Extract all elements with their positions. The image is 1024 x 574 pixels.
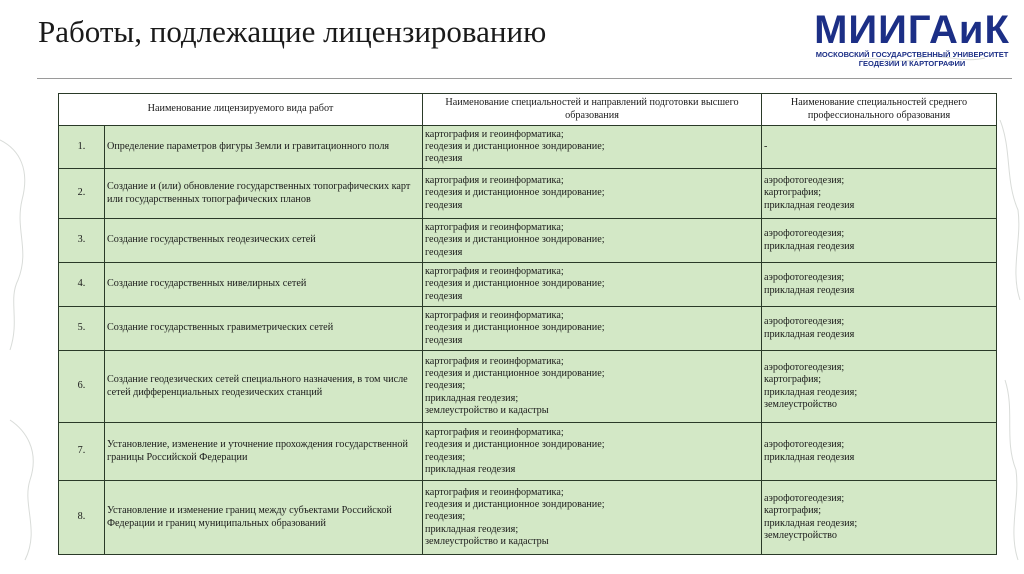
higher-education-item: геодезия и дистанционное зондирование; [425,187,605,199]
row-secondary-education [762,219,997,263]
row-work-type: Установление и изменение границ между субъектами Российской Федерации и границ муниципальных образований [105,481,423,555]
row-secondary-education [762,481,997,555]
row-number: 2. [59,169,105,219]
row-higher-education [423,219,762,263]
higher-education-item: геодезия и дистанционное зондирование; [425,499,605,511]
table-row [59,307,997,351]
higher-education-item: прикладная геодезия [425,463,516,475]
secondary-education-item: аэрофотогеодезия; [764,316,845,328]
row-secondary-education [762,351,997,423]
secondary-education-item: аэрофотогеодезия; [764,439,845,451]
row-secondary-education [762,263,997,307]
row-work-type: Создание геодезических сетей специального назначения, в том числе сетей дифференциальных геодезических станций [105,351,423,423]
secondary-education-item: аэрофотогеодезия; [764,228,845,240]
higher-education-item: геодезия и дистанционное зондирование; [425,140,605,152]
row-number: 5. [59,307,105,351]
logo-name: МИИГАиК [814,8,1010,52]
higher-education-item: геодезия [425,199,463,211]
secondary-education-item: прикладная геодезия [764,451,855,463]
row-secondary-education [762,126,997,169]
higher-education-item: картография и геоинформатика; [425,222,564,234]
secondary-education-item: прикладная геодезия [764,284,855,296]
secondary-education-item: картография; [764,505,822,517]
row-work-type: Создание государственных геодезических сетей [105,219,423,263]
higher-education-item: картография и геоинформатика; [425,426,564,438]
higher-education-item: геодезия; [425,451,466,463]
higher-education-item: геодезия и дистанционное зондирование; [425,278,605,290]
table-row [59,423,997,481]
row-higher-education [423,423,762,481]
licensing-table [58,93,997,555]
table-row [59,126,997,169]
header-secondary-education: Наименование специальностей среднего профессионального образования [762,94,997,126]
row-higher-education [423,126,762,169]
row-number: 6. [59,351,105,423]
table-row [59,481,997,555]
higher-education-item: картография и геоинформатика; [425,175,564,187]
higher-education-item: картография и геоинформатика; [425,310,564,322]
table-header-row [59,94,997,126]
higher-education-item: геодезия [425,153,463,165]
higher-education-item: картография и геоинформатика; [425,355,564,367]
secondary-education-item: землеустройство [764,398,837,410]
title-divider [37,78,1012,79]
table-row [59,219,997,263]
table-row [59,169,997,219]
higher-education-item: геодезия [425,334,463,346]
table-row [59,263,997,307]
header-higher-education: Наименование специальностей и направлений подготовки высшего образования [423,94,762,126]
higher-education-item: землеустройство и кадастры [425,535,549,547]
row-number: 4. [59,263,105,307]
higher-education-item: картография и геоинформатика; [425,486,564,498]
higher-education-item: прикладная геодезия; [425,392,519,404]
university-logo [812,10,1012,68]
row-higher-education [423,169,762,219]
secondary-education-item: прикладная геодезия [764,199,855,211]
secondary-education-item: аэрофотогеодезия; [764,361,845,373]
higher-education-item: картография и геоинформатика; [425,128,564,140]
secondary-education-item: прикладная геодезия; [764,517,858,529]
row-work-type: Создание государственных нивелирных сетей [105,263,423,307]
header-work-type: Наименование лицензируемого вида работ [59,94,423,126]
higher-education-item: геодезия и дистанционное зондирование; [425,439,605,451]
row-work-type: Создание и (или) обновление государственных топографических карт или государственных топографических планов [105,169,423,219]
higher-education-item: геодезия; [425,380,466,392]
higher-education-item: геодезия и дистанционное зондирование; [425,234,605,246]
higher-education-item: картография и геоинформатика; [425,266,564,278]
higher-education-item: геодезия и дистанционное зондирование; [425,322,605,334]
secondary-education-item: картография; [764,374,822,386]
row-work-type: Установление, изменение и уточнение прохождения государственной границы Российской Федерации [105,423,423,481]
row-number: 1. [59,126,105,169]
higher-education-item: геодезия [425,246,463,258]
higher-education-item: землеустройство и кадастры [425,404,549,416]
secondary-education-item: прикладная геодезия [764,240,855,252]
row-number: 8. [59,481,105,555]
secondary-education-item: картография; [764,187,822,199]
logo-subtitle-line2: ГЕОДЕЗИИ И КАРТОГРАФИИ [858,59,966,68]
table-row [59,351,997,423]
secondary-education-item: землеустройство [764,529,837,541]
row-higher-education [423,351,762,423]
row-work-type: Создание государственных гравиметрических сетей [105,307,423,351]
row-secondary-education [762,423,997,481]
row-number: 7. [59,423,105,481]
row-number: 3. [59,219,105,263]
row-work-type: Определение параметров фигуры Земли и гравитационного поля [105,126,423,169]
higher-education-item: геодезия [425,290,463,302]
secondary-education-item: - [764,140,768,152]
row-higher-education [423,481,762,555]
higher-education-item: прикладная геодезия; [425,523,519,535]
secondary-education-item: аэрофотогеодезия; [764,272,845,284]
higher-education-item: геодезия; [425,511,466,523]
row-higher-education [423,263,762,307]
higher-education-item: геодезия и дистанционное зондирование; [425,368,605,380]
secondary-education-item: прикладная геодезия; [764,386,858,398]
row-secondary-education [762,169,997,219]
secondary-education-item: аэрофотогеодезия; [764,175,845,187]
row-higher-education [423,307,762,351]
secondary-education-item: аэрофотогеодезия; [764,492,845,504]
page-title: Работы, подлежащие лицензированию [38,14,547,49]
secondary-education-item: прикладная геодезия [764,328,855,340]
logo-subtitle-line1: МОСКОВСКИЙ ГОСУДАРСТВЕННЫЙ УНИВЕРСИТЕТ [815,50,1009,59]
row-secondary-education [762,307,997,351]
